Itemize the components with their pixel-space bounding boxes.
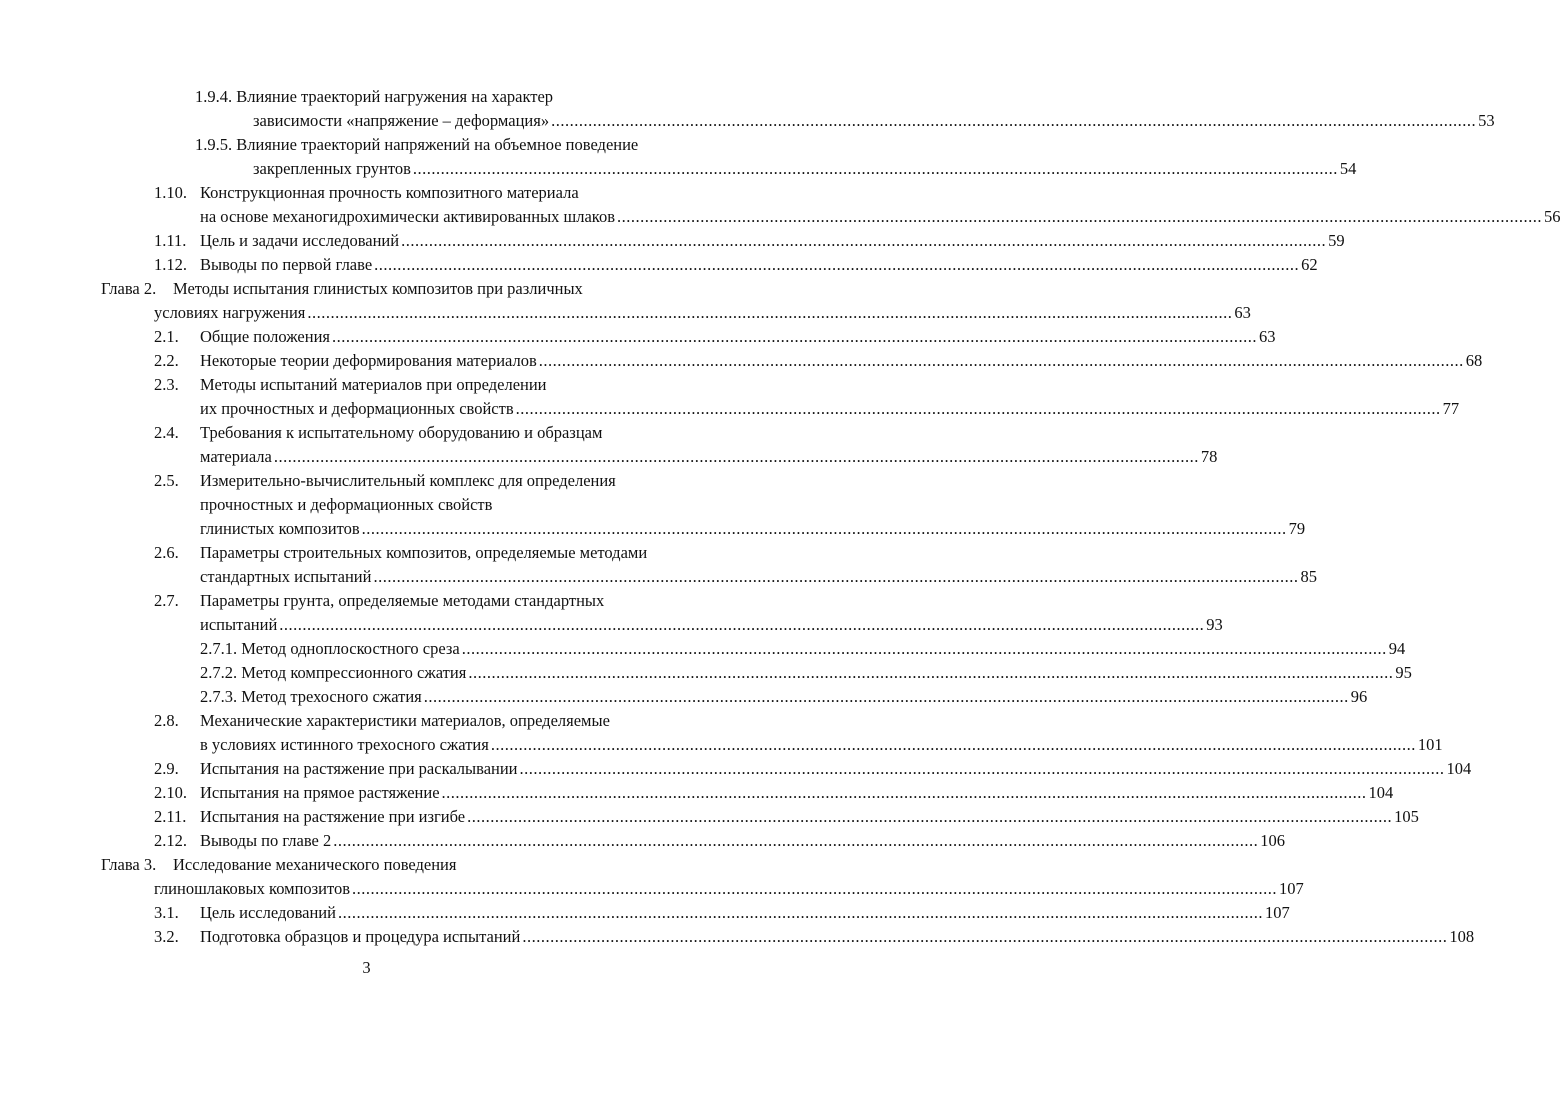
toc-chapter-3-number [101,853,156,877]
entry-number: 2.2. [154,351,179,370]
entry-title: Конструкционная прочность композитного материала [200,183,579,202]
toc-entry-2-4-leader [200,445,1218,469]
dot-leader: ........................................................................................................................................................................................................ [538,351,1464,370]
chapter-number: Глава 3. [101,855,157,874]
dot-leader: ........................................................................................................................................................................................................ [515,399,1441,418]
toc-entry-2-6-leader [200,565,1317,589]
page-number: 3 [362,958,371,977]
entry-title: 1.9.4. Влияние траекторий нагружения на характер [195,87,554,106]
entry-title: Выводы по первой главе [200,255,373,274]
chapter-number: Глава 2. [101,279,157,298]
chapter-title: Исследование механического поведения [173,855,457,874]
toc-entry-1-10-number [154,181,187,205]
toc-entry-1-10-title [200,181,579,205]
chapter-title-continued: условиях нагружения [154,303,306,322]
page-ref: 94 [1388,639,1406,658]
entry-title: 2.7.1. Метод одноплоскостного среза [200,639,460,658]
page-ref: 78 [1200,447,1218,466]
entry-title-continued: испытаний [200,615,278,634]
toc-entry-2-7-number [154,589,179,613]
entry-number: 2.7. [154,591,179,610]
toc-entry-2-8-leader [200,733,1443,757]
toc-entry-3-1-leader [200,901,1290,925]
dot-leader: ........................................................................................................................................................................................................ [551,111,1477,130]
toc-entry-2-12-leader [200,829,1285,853]
toc-chapter-2-number [101,277,156,301]
entry-title: 2.7.3. Метод трехосного сжатия [200,687,422,706]
toc-entry-1-9-5-leader [253,157,1357,181]
dot-leader: ........................................................................................................................................................................................................ [401,231,1327,250]
entry-number: 2.10. [154,783,187,802]
dot-leader: ........................................................................................................................................................................................................ [352,879,1278,898]
toc-entry-2-11-leader [200,805,1419,829]
toc-entry-1-11-number [154,229,186,253]
entry-number: 1.12. [154,255,187,274]
toc-chapter-3-title [173,853,456,877]
toc-chapter-2-leader [154,301,1251,325]
toc-entry-2-8-title [200,709,610,733]
toc-entry-2-3-leader [200,397,1460,421]
entry-title: Подготовка образцов и процедура испытаний [200,927,521,946]
entry-number: 2.3. [154,375,179,394]
entry-number: 2.6. [154,543,179,562]
entry-title: Требования к испытательному оборудованию и образцам [200,423,603,442]
entry-title: Цель исследований [200,903,336,922]
entry-title: 2.7.2. Метод компрессионного сжатия [200,663,467,682]
entry-title-continued: зависимости «напряжение – деформация» [253,111,550,130]
toc-entry-2-3-number [154,373,179,397]
page-ref: 56 [1544,207,1561,226]
page-ref: 101 [1417,735,1443,754]
entry-number: 2.5. [154,471,179,490]
entry-title: Методы испытаний материалов при определении [200,375,547,394]
toc-entry-1-9-4-title [195,85,553,109]
dot-leader: ........................................................................................................................................................................................................ [441,783,1367,802]
dot-leader: ........................................................................................................................................................................................................ [332,327,1257,346]
dot-leader: ........................................................................................................................................................................................................ [307,303,1233,322]
entry-number: 2.9. [154,759,179,778]
dot-leader: ........................................................................................................................................................................................................ [273,447,1199,466]
page-ref: 85 [1300,567,1317,586]
entry-title: Цель и задачи исследований [200,231,400,250]
page-ref: 77 [1442,399,1460,418]
toc-entry-2-2-number [154,349,179,373]
toc-entry-2-9-number [154,757,179,781]
page-ref: 53 [1478,111,1495,130]
page-ref: 96 [1350,687,1368,706]
entry-number: 2.4. [154,423,179,442]
toc-entry-2-2-leader [200,349,1483,373]
entry-number: 2.11. [154,807,187,826]
entry-title-continued: их прочностных и деформационных свойств [200,399,514,418]
dot-leader: ........................................................................................................................................................................................................ [374,255,1300,274]
toc-entry-2-10-number [154,781,187,805]
toc-entry-2-1-leader [200,325,1276,349]
entry-title-continued: в условиях истинного трехосного сжатия [200,735,489,754]
entry-title: Выводы по главе 2 [200,831,332,850]
page-ref: 79 [1288,519,1306,538]
dot-leader: ........................................................................................................................................................................................................ [490,735,1416,754]
entry-title: Испытания на растяжение при изгибе [200,807,466,826]
toc-entry-2-7-leader [200,613,1223,637]
toc-entry-2-3-title [200,373,547,397]
page-ref: 105 [1394,807,1419,826]
toc-entry-2-7-2 [200,661,1412,685]
toc-entry-2-4-title [200,421,602,445]
entry-number: 1.11. [154,231,187,250]
toc-entry-3-2-leader [200,925,1475,949]
toc-entry-2-7-title [200,589,604,613]
entry-title-continued: глинистых композитов [200,519,360,538]
entry-number: 2.1. [154,327,179,346]
entry-title: Параметры грунта, определяемые методами стандартных [200,591,605,610]
page-ref: 107 [1264,903,1290,922]
toc-entry-1-9-5-title [195,133,638,157]
toc-entry-2-5-leader [200,517,1306,541]
entry-title-continued: стандартных испытаний [200,567,372,586]
toc-entry-2-7-3 [200,685,1368,709]
dot-leader: ........................................................................................................................................................................................................ [337,903,1263,922]
entry-title: Общие положения [200,327,330,346]
toc-entry-1-12-number [154,253,187,277]
entry-title: 1.9.5. Влияние траекторий напряжений на объемное поведение [195,135,639,154]
toc-entry-2-6-title [200,541,647,565]
page-ref: 106 [1260,831,1285,850]
page-ref: 63 [1259,327,1276,346]
page-ref: 95 [1395,663,1412,682]
chapter-title: Методы испытания глинистых композитов при различных [173,279,583,298]
page-ref: 93 [1206,615,1223,634]
toc-entry-2-11-number [154,805,186,829]
toc-entry-2-8-number [154,709,179,733]
entry-title: Механические характеристики материалов, определяемые [200,711,610,730]
toc-entry-1-9-4-leader [253,109,1495,133]
chapter-title-continued: глиношлаковых композитов [154,879,351,898]
entry-title: Параметры строительных композитов, определяемые методами [200,543,648,562]
dot-leader: ........................................................................................................................................................................................................ [467,807,1393,826]
entry-title-continued: материала [200,447,272,466]
toc-chapter-2-title [173,277,583,301]
page-ref: 59 [1328,231,1345,250]
dot-leader: ........................................................................................................................................................................................................ [468,663,1394,682]
entry-number: 3.1. [154,903,179,922]
entry-title-continued: на основе механогидрохимически активированных шлаков [200,207,616,226]
page-ref: 107 [1279,879,1304,898]
entry-number: 3.2. [154,927,179,946]
dot-leader: ........................................................................................................................................................................................................ [279,615,1205,634]
page-ref: 104 [1368,783,1394,802]
page-ref: 104 [1446,759,1472,778]
page-ref: 68 [1465,351,1483,370]
toc-entry-1-11-leader [200,229,1345,253]
dot-leader: ........................................................................................................................................................................................................ [461,639,1387,658]
entry-title: Испытания на прямое растяжение [200,783,440,802]
dot-leader: ........................................................................................................................................................................................................ [373,567,1299,586]
dot-leader: ........................................................................................................................................................................................................ [522,927,1448,946]
toc-entry-2-12-number [154,829,187,853]
toc-entry-3-1-number [154,901,179,925]
toc-entry-2-5-title [200,469,616,493]
entry-title-continued: закрепленных грунтов [253,159,411,178]
toc-chapter-3-leader [154,877,1304,901]
dot-leader: ........................................................................................................................................................................................................ [617,207,1543,226]
entry-number: 2.12. [154,831,187,850]
page-ref: 108 [1449,927,1475,946]
entry-title: Измерительно-вычислительный комплекс для определения [200,471,616,490]
entry-number: 2.8. [154,711,179,730]
page-ref: 54 [1339,159,1357,178]
page-ref: 62 [1301,255,1318,274]
toc-entry-2-5-title-line2 [200,493,492,517]
page-ref: 63 [1234,303,1251,322]
dot-leader: ........................................................................................................................................................................................................ [412,159,1338,178]
toc-entry-3-2-number [154,925,179,949]
toc-entry-1-12-leader [200,253,1318,277]
toc-entry-2-9-leader [200,757,1472,781]
toc-entry-2-5-number [154,469,179,493]
dot-leader: ........................................................................................................................................................................................................ [423,687,1349,706]
entry-title: Испытания на растяжение при раскалывании [200,759,518,778]
toc-entry-1-10-leader [200,205,1561,229]
dot-leader: ........................................................................................................................................................................................................ [333,831,1259,850]
entry-number: 1.10. [154,183,187,202]
toc-entry-2-1-number [154,325,179,349]
dot-leader: ........................................................................................................................................................................................................ [519,759,1445,778]
entry-title: Некоторые теории деформирования материалов [200,351,537,370]
toc-entry-2-6-number [154,541,179,565]
toc-entry-2-7-1 [200,637,1406,661]
toc-entry-2-10-leader [200,781,1394,805]
dot-leader: ........................................................................................................................................................................................................ [361,519,1287,538]
entry-title-continued: прочностных и деформационных свойств [200,495,493,514]
toc-entry-2-4-number [154,421,179,445]
